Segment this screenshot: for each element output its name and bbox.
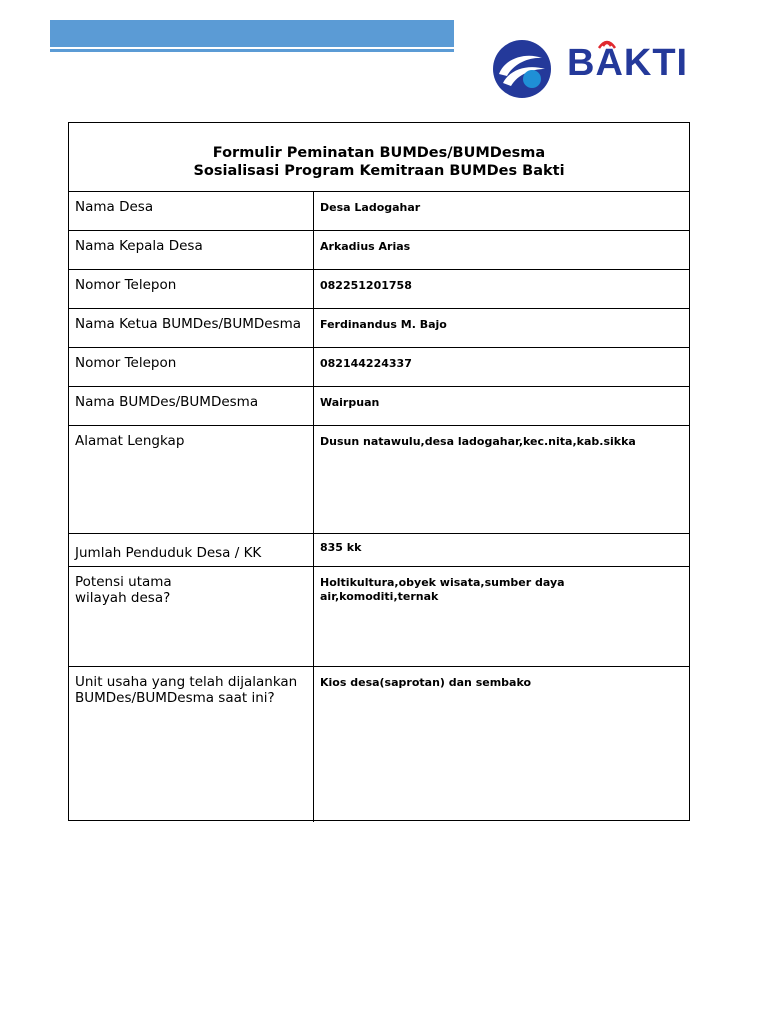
table-row [69,348,689,387]
form-title-line1: Formulir Peminatan BUMDes/BUMDesma [212,145,546,161]
table-row [69,309,689,348]
row-label: Nama BUMDes/BUMDesma [69,387,314,425]
row-value: 082251201758 [320,279,412,292]
row-label-line2: wilayah desa? [75,590,171,606]
interest-form-table [68,122,690,821]
row-label: Nama Desa [69,192,314,230]
row-value: 835 kk [320,541,362,554]
row-value: Dusun natawulu,desa ladogahar,kec.nita,kab.sikka [320,435,636,448]
row-label: Nomor Telepon [69,270,314,308]
row-value: Wairpuan [320,396,380,409]
row-value: Arkadius Arias [320,240,411,253]
row-label: Alamat Lengkap [69,426,314,533]
table-row [69,270,689,309]
logo-wordmark: BAKTI [567,42,689,84]
bakti-logo [490,36,690,98]
row-label: Nama Ketua BUMDes/BUMDesma [69,309,314,347]
table-row [69,387,689,426]
row-value: Desa Ladogahar [320,201,421,214]
row-label-line2: BUMDes/BUMDesma saat ini? [75,690,275,706]
row-label [69,667,314,822]
table-row [69,567,689,667]
row-value: Ferdinandus M. Bajo [320,318,447,331]
row-label [69,567,314,666]
form-title-line2: Sosialisasi Program Kemitraan BUMDes Bakti [193,163,565,179]
row-value: 082144224337 [320,357,412,370]
row-value: Kios desa(saprotan) dan sembako [320,676,532,689]
row-label: Nomor Telepon [69,348,314,386]
table-row [69,231,689,270]
table-row [69,192,689,231]
row-label-line1: Unit usaha yang telah dijalankan [75,674,298,690]
row-label-line1: Potensi utama [75,574,172,590]
table-row [69,426,689,534]
table-row [69,534,689,567]
table-row [69,667,689,822]
row-label: Jumlah Penduduk Desa / KK [69,534,314,566]
form-title [69,123,689,192]
row-label: Nama Kepala Desa [69,231,314,269]
header-accent-bar [50,20,454,47]
row-value: Holtikultura,obyek wisata,sumber daya air,komoditi,ternak [320,576,565,603]
header-accent-line [50,49,454,52]
